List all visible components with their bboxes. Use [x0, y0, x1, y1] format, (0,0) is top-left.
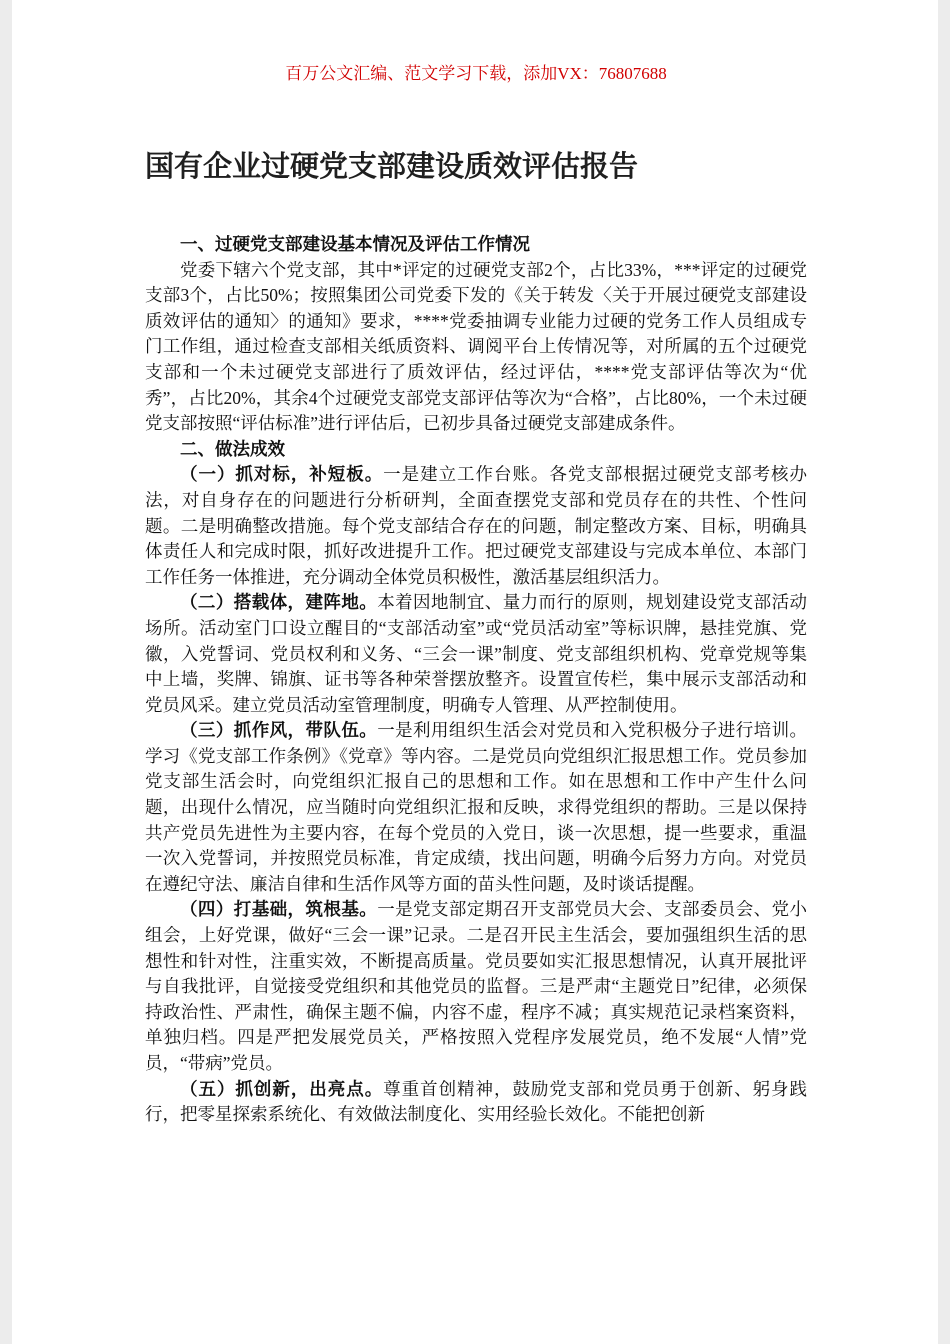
- section-heading: 一、过硬党支部建设基本情况及评估工作情况: [180, 234, 530, 254]
- body-paragraph: 党委下辖六个党支部，其中*评定的过硬党支部2个，占比33%，***评定的过硬党支部3个，占比50%；按照集团公司党委下发的《关于转发〈关于开展过硬党支部建设质效评估的通知〉的通知》要求，****党委抽调专业能力过硬的党务工作人员组成专门工作组，通过检查支部相关纸质资料、调阅平台上传情况等，对所属的五个过硬党支部和一个未过硬党支部进行了质效评估，经过评估，****党支部评估等次为“优秀”，占比20%，其余4个过硬党支部党支部评估等次为“合格”，占比80%，一个未过硬党支部按照“评估标准”进行评估后，已初步具备过硬党支部建成条件。: [145, 259, 807, 434]
- paragraph-lead: （三）抓作风，带队伍。: [180, 720, 378, 741]
- paragraph-lead: （二）搭载体，建阵地。: [180, 592, 378, 613]
- promo-banner: 百万公文汇编、范文学习下载，添加VX：76807688: [285, 64, 667, 83]
- document-title: 国有企业过硬党支部建设质效评估报告: [145, 149, 639, 183]
- document-page: [12, 0, 938, 1344]
- paragraph-lead: （四）打基础，筑根基。: [180, 899, 378, 920]
- paragraph-lead: （五）抓创新，出亮点。: [180, 1078, 384, 1099]
- document-body: [145, 232, 807, 1128]
- body-paragraph: （二）搭载体，建阵地。本着因地制宜、量力而行的原则，规划建设党支部活动场所。活动室门口设立醒目的“支部活动室”或“党员活动室”等标识牌，悬挂党旗、党徽，入党誓词、党员权利和义务、“三会一课”制度、党支部组织机构、党章党规等集中上墙，奖牌、锦旗、证书等各种荣誉摆放整齐。设置宣传栏，集中展示支部活动和党员风采。建立党员活动室管理制度，明确专人管理、从严控制使用。: [145, 592, 808, 715]
- body-paragraph: （四）打基础，筑根基。一是党支部定期召开支部党员大会、支部委员会、党小组会，上好党课，做好“三会一课”记录。二是召开民主生活会，要加强组织生活的思想性和针对性，注重实效，不断提高质量。党员要如实汇报思想情况，认真开展批评与自我批评，自觉接受党组织和其他党员的监督。三是严肃“主题党日”纪律，必须保持政治性、严肃性，确保主题不偏，内容不虚，程序不减；真实规范记录档案资料，单独归档。四是严把发展党员关，严格按照入党程序发展党员，绝不发展“人情”党员，“带病”党员。: [145, 899, 808, 1073]
- section-heading: 二、做法成效: [180, 438, 285, 459]
- body-paragraph: （三）抓作风，带队伍。一是利用组织生活会对党员和入党积极分子进行培训。学习《党支部工作条例》《党章》等内容。二是党员向党组织汇报思想工作。党员参加党支部生活会时，向党组织汇报自己的思想和工作。如在思想和工作中产生什么问题，出现什么情况，应当随时向党组织汇报和反映，求得党组织的帮助。三是以保持共产党员先进性为主要内容，在每个党员的入党日，谈一次思想，提一些要求，重温一次入党誓词，并按照党员标准，肯定成绩，找出问题，明确今后努力方向。对党员在遵纪守法、廉洁自律和生活作风等方面的苗头性问题，及时谈话提醒。: [145, 720, 808, 894]
- body-paragraph: （一）抓对标，补短板。一是建立工作台账。各党支部根据过硬党支部考核办法，对自身存在的问题进行分析研判，全面查摆党支部和党员存在的共性、个性问题。二是明确整改措施。每个党支部结合存在的问题，制定整改方案、目标，明确具体责任人和完成时限，抓好改进提升工作。把过硬党支部建设与完成本单位、本部门工作任务一体推进，充分调动全体党员积极性，激活基层组织活力。: [145, 464, 808, 587]
- paragraph-lead: （一）抓对标，补短板。: [180, 464, 384, 485]
- body-paragraph: （五）抓创新，出亮点。尊重首创精神，鼓励党支部和党员勇于创新、躬身践行，把零星探索系统化、有效做法制度化、实用经验长效化。不能把创新: [145, 1078, 808, 1125]
